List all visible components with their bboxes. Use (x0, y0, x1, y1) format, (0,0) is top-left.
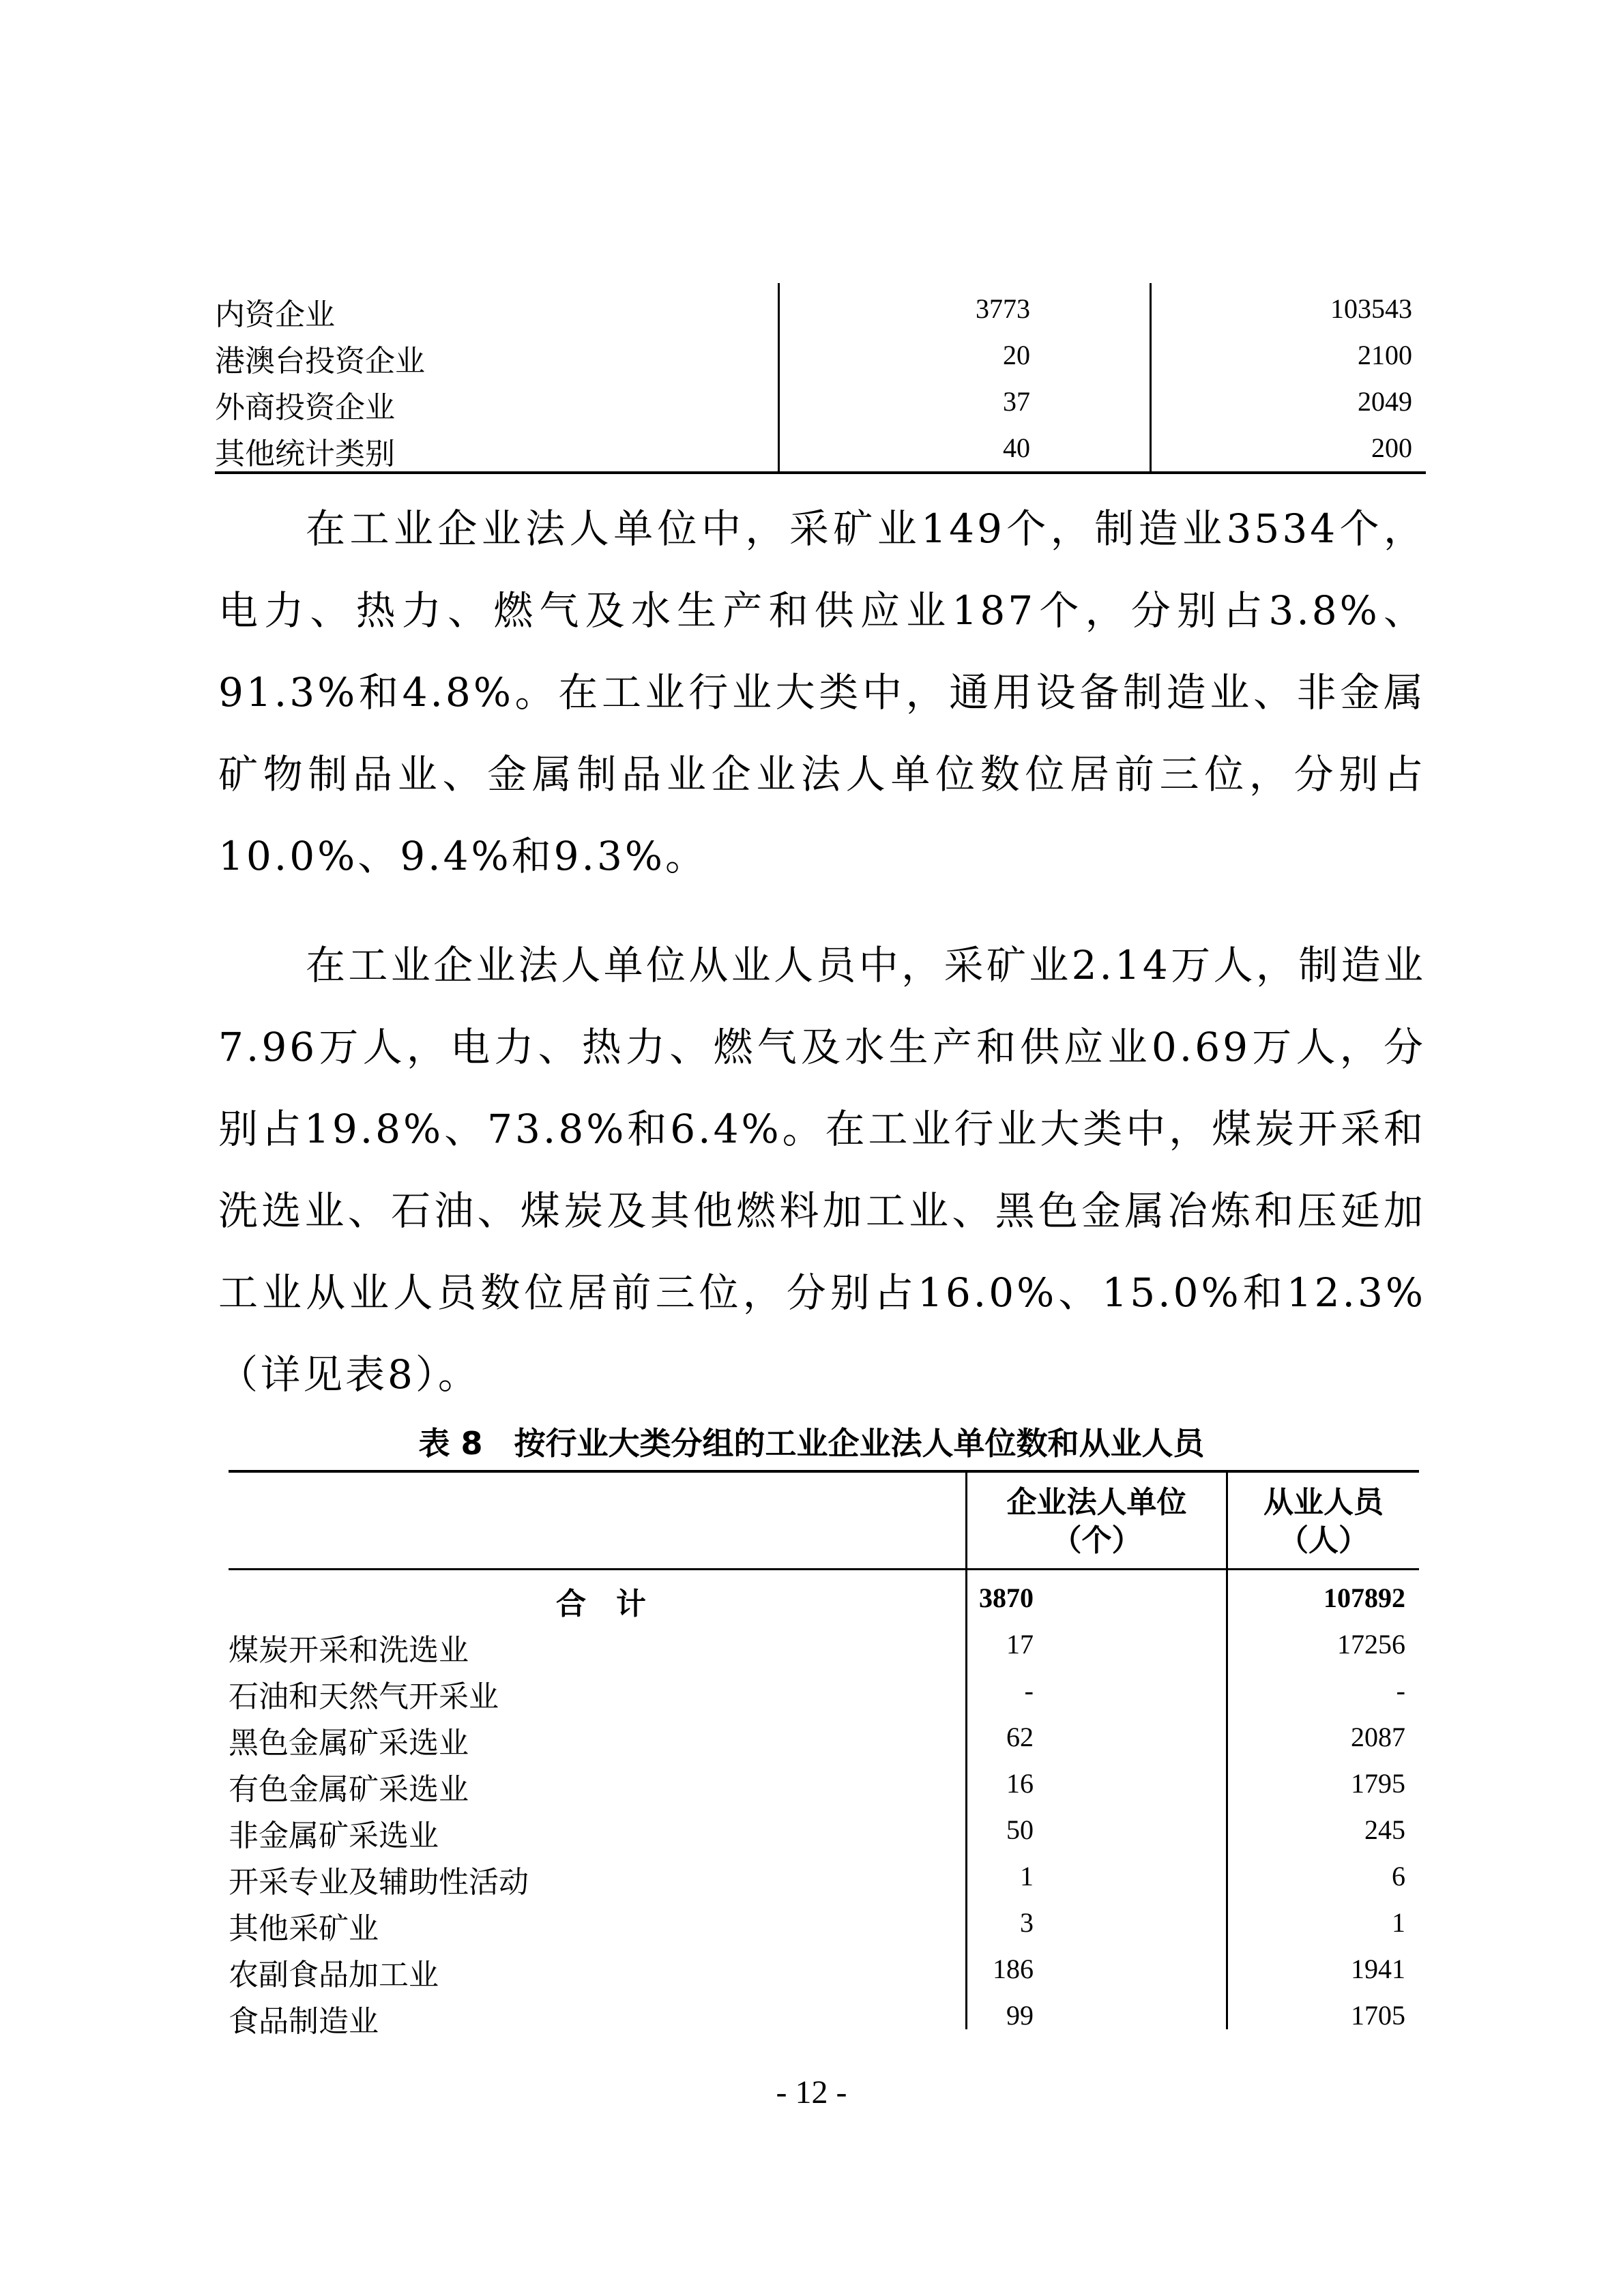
row-units: 3773 (976, 293, 1030, 324)
row-persons: - (1396, 1675, 1405, 1706)
row-units: 1 (1020, 1861, 1034, 1892)
row-units: - (1024, 1675, 1034, 1706)
table-row (215, 283, 1426, 332)
row-label: 外商投资企业 (215, 390, 395, 425)
header-units (967, 1484, 1226, 1560)
table-row (229, 1942, 1419, 1992)
table-row (215, 422, 1426, 469)
header-units-label: 企业法人单位 (1006, 1485, 1187, 1520)
row-label: 其他采矿业 (229, 1911, 379, 1946)
row-label: 内资企业 (215, 297, 335, 332)
row-units: 17 (1006, 1629, 1034, 1660)
row-units: 40 (1003, 432, 1030, 463)
row-label: 食品制造业 (229, 2004, 379, 2039)
total-units: 3870 (979, 1583, 1034, 1613)
table-row (229, 1664, 1419, 1714)
table-row (229, 1896, 1419, 1946)
row-persons: 17256 (1337, 1629, 1405, 1660)
row-label: 开采专业及辅助性活动 (229, 1865, 529, 1900)
row-persons: 1705 (1351, 2000, 1405, 2031)
row-persons: 103543 (1330, 293, 1412, 324)
table-row (229, 1849, 1419, 1900)
table-row (229, 1710, 1419, 1761)
header-persons (1228, 1484, 1419, 1560)
table-row (229, 1988, 1419, 2039)
table-caption: 表 8 按行业大类分组的工业企业法人单位数和从业人员 (418, 1425, 1205, 1462)
header-persons-label: 从业人员 (1263, 1485, 1384, 1520)
total-persons: 107892 (1324, 1583, 1405, 1613)
continued-table (215, 283, 1426, 474)
table-row (229, 1756, 1419, 1807)
row-units: 62 (1006, 1722, 1034, 1752)
row-persons: 2049 (1358, 386, 1412, 417)
header-rule (229, 1568, 1419, 1570)
header-persons-unit: （人） (1278, 1523, 1369, 1558)
row-label: 煤炭开采和洗选业 (229, 1633, 469, 1668)
row-persons: 6 (1392, 1861, 1405, 1892)
row-persons: 1941 (1351, 1954, 1405, 1984)
row-units: 37 (1003, 386, 1030, 417)
row-persons: 1795 (1351, 1768, 1405, 1799)
row-units: 99 (1006, 2000, 1034, 2031)
table-row (215, 329, 1426, 379)
total-row (229, 1571, 1419, 1621)
page-number: - 12 - (776, 2074, 847, 2110)
row-persons: 245 (1364, 1814, 1405, 1845)
row-units: 50 (1006, 1814, 1034, 1845)
table-8 (229, 1470, 1419, 2039)
row-label: 黑色金属矿采选业 (229, 1726, 469, 1761)
paragraph-2: 在工业企业法人单位从业人员中，采矿业2.14万人，制造业7.96万人，电力、热力、燃气及水生产和供应业0.69万人，分别占19.8%、73.8%和6.4%。在工业行业大类中，煤炭开采和洗选业、石油、煤炭及其他燃料加工业、黑色金属冶炼和压延加工业从业人员数位居前三位，分别占16.0%、15.0%和12.3%（详见表8）。 (218, 942, 1426, 1398)
row-label: 非金属矿采选业 (229, 1819, 439, 1853)
row-label: 有色金属矿采选业 (229, 1772, 469, 1807)
row-units: 16 (1006, 1768, 1034, 1799)
row-label: 石油和天然气开采业 (229, 1679, 499, 1714)
paragraph-1: 在工业企业法人单位中，采矿业149个，制造业3534个，电力、热力、燃气及水生产和供应业187个，分别占3.8%、91.3%和4.8%。在工业行业大类中，通用设备制造业、非金属矿物制品业、金属制品业企业法人单位数位居前三位，分别占10.0%、9.4%和9.3%。 (218, 505, 1426, 879)
row-units: 20 (1003, 340, 1030, 370)
row-units: 186 (993, 1954, 1034, 1984)
row-label: 农副食品加工业 (229, 1958, 439, 1992)
table-bottom-rule (215, 471, 1426, 474)
table-row (229, 1803, 1419, 1853)
row-persons: 1 (1392, 1907, 1405, 1938)
row-label: 其他统计类别 (215, 437, 395, 471)
total-label: 合 计 (556, 1587, 646, 1621)
table-row (215, 376, 1426, 425)
header-units-unit: （个） (1051, 1523, 1142, 1558)
row-persons: 2100 (1358, 340, 1412, 370)
row-persons: 200 (1371, 432, 1412, 463)
row-persons: 2087 (1351, 1722, 1405, 1752)
table-top-rule (229, 1470, 1419, 1473)
table-row (229, 1617, 1419, 1668)
row-units: 3 (1020, 1907, 1034, 1938)
row-label: 港澳台投资企业 (215, 344, 425, 379)
